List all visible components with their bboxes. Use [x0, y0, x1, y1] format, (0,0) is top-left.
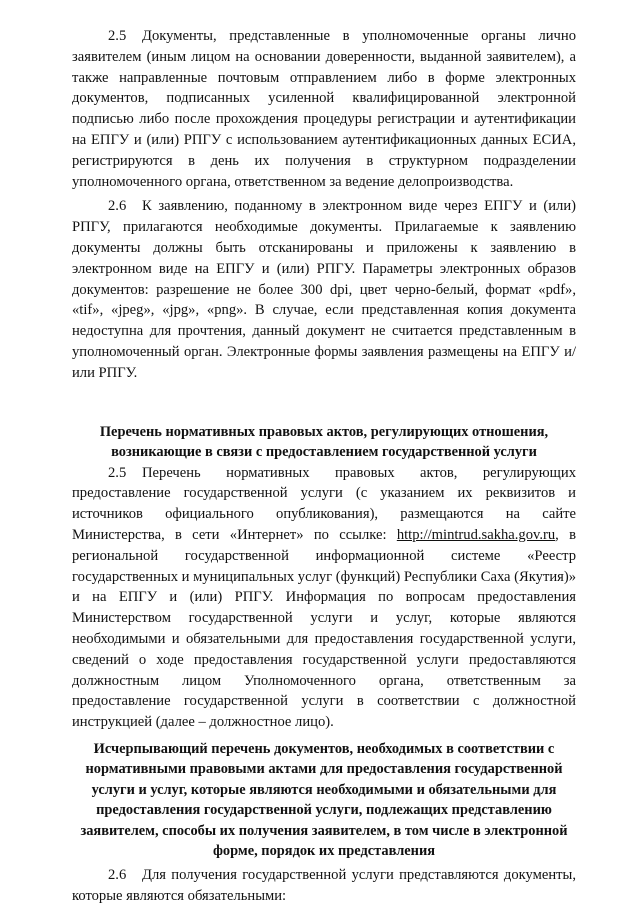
- paragraph-text: Для получения государственной услуги представляются документы, которые являются обязательными:: [72, 866, 576, 904]
- paragraph-text: Документы, представленные в уполномоченные органы лично заявителем (иным лицом на основании доверенности, выданной заявителем), а также направленные почтовым отправлением либо в форме электронных документов, подписанных усиленной квалифицированной электронной подписью либо после прохождения процедуры регистрации и аутентификации на ЕПГУ и (или) РПГУ с использованием аутентификационных данных ЕСИА, регистрируются в день их получения в структурном подразделении уполномоченного органа, ответственном за ведение делопроизводства.: [72, 28, 576, 190]
- paragraph-number: 2.6: [108, 198, 127, 215]
- document-page: [72, 26, 576, 907]
- paragraph-text: Перечень нормативных правовых актов, регулирующих предоставление государственной услуги (с указанием их реквизитов и источников официального опубликования), размещаются на сайте Министерства, в сети «Интернет» по ссылке:: [72, 464, 576, 543]
- paragraph-text-continued: , в региональной государственной информационной системе «Реестр государственных и муниципальных услуг (функций) Республики Саха (Якутия)» и на ЕПГУ и (или) РПГУ. Информация по вопросам предоставления Министерством государственной услуги и услуг, которые являются необходимыми и обязательными для предоставления государственной услуги, сведений о ходе предоставления государственной услуги предоставляются должностным лицом Уполномоченного органа, ответственным за предоставление государственной услуги в соответствии с должностной инструкцией (далее – должностное лицо).: [72, 526, 577, 731]
- paragraph-2-5-documents-registration: [72, 26, 576, 192]
- paragraph-2-5-legal-acts-list: [72, 463, 576, 733]
- paragraph-2-6-electronic-documents: [72, 196, 576, 383]
- section-heading-legal-acts: Перечень нормативных правовых актов, регулирующих отношения, возникающие в связи с предоставлением государственной услуги: [99, 423, 549, 461]
- paragraph-number: 2.5: [108, 464, 127, 481]
- paragraph-text: К заявлению, поданному в электронном виде через ЕПГУ и (или) РПГУ, прилагаются необходимые документы. Прилагаемые к заявлению документы должны быть отсканированы и приложены к заявлению в электронном виде на ЕПГУ и (или) РПГУ. Параметры электронных образов документов: разрешение не более 300 dpi, цвет черно-белый, формат «pdf», «tif», «jpeg», «jpg», «png». В случае, если представленная копия документа недоступна для прочтения, данный документ не считается представленным в уполномоченный орган. Электронные формы заявления размещены на ЕПГУ и/или РПГУ.: [72, 198, 576, 381]
- ministry-website-link[interactable]: http://mintrud.sakha.gov.ru: [396, 526, 556, 543]
- paragraph-2-6-required-documents: [72, 865, 576, 907]
- paragraph-number: 2.6: [108, 866, 127, 883]
- paragraph-number: 2.5: [108, 28, 127, 44]
- section-heading-required-documents: Исчерпывающий перечень документов, необходимых в соответствии с нормативными правовыми актами для предоставления государственной услуги и услуг, которые являются необходимыми и обязательными для предоставления государственной услуги, подлежащих представлению заявителем, способы их получения заявителем, в том числе в электронной форме, порядок их представления: [80, 740, 568, 860]
